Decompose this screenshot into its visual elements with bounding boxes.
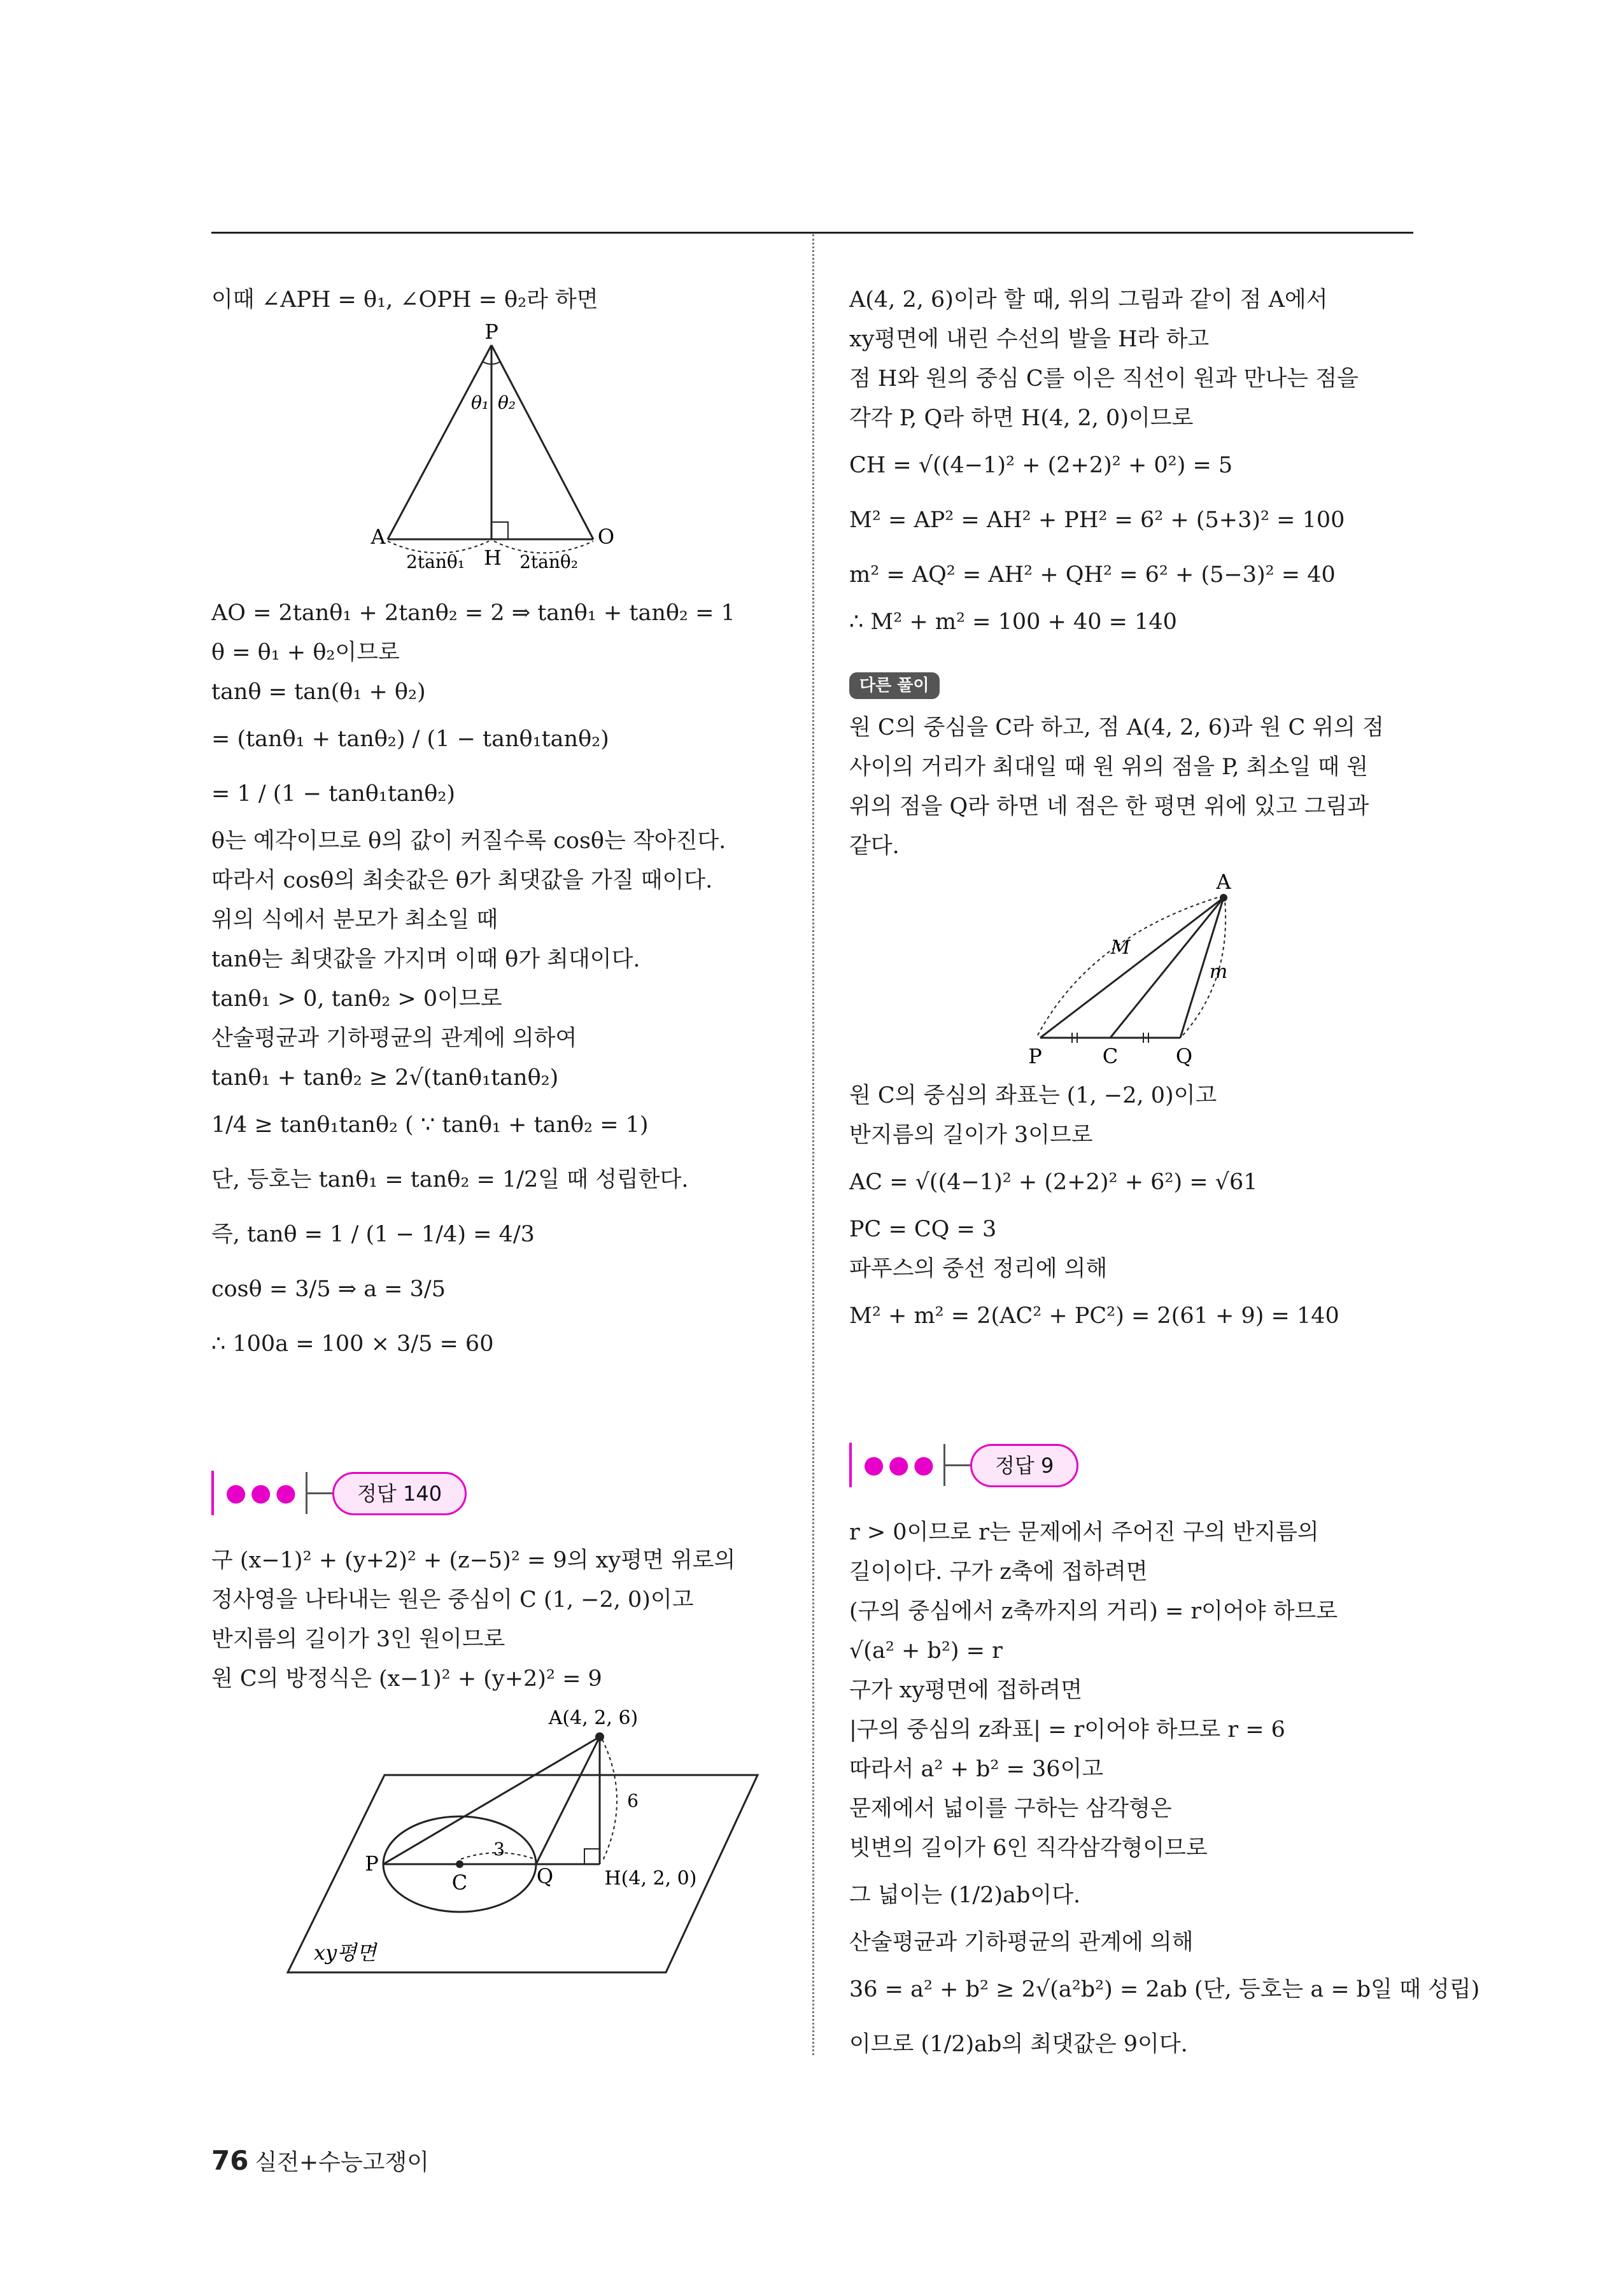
text-line: PC = CQ = 3 [849, 1217, 997, 1242]
book-title: 실전+수능고쟁이 [255, 2149, 430, 2175]
left-column [211, 280, 784, 1991]
text-line: 길이이다. 구가 z축에 접하려면 [849, 1559, 1148, 1585]
radius-label: 3 [493, 1839, 505, 1860]
text-line: cosθ = 3/5 ⇒ a = 3/5 [211, 1277, 446, 1302]
point-label-h: H [484, 546, 502, 570]
point-label-a: A(4, 2, 6) [548, 1707, 639, 1729]
text-line: 즉, tanθ = 1 / (1 − 1/4) = 4/3 [211, 1222, 535, 1247]
text-line: r > 0이므로 r는 문제에서 주어진 구의 반지름의 [849, 1520, 1319, 1545]
text-line: 원 C의 방정식은 (x−1)² + (y+2)² = 9 [211, 1666, 602, 1692]
text-line: M² = AP² = AH² + PH² = 6² + (5+3)² = 100 [849, 507, 1345, 533]
text-line: m² = AQ² = AH² + QH² = 6² + (5−3)² = 40 [849, 562, 1336, 588]
text-line: 정사영을 나타내는 원은 중심이 C (1, −2, 0)이고 [211, 1587, 694, 1613]
segment-label-right: 2tanθ₂ [519, 551, 578, 572]
text-line: ∴ 100a = 100 × 3/5 = 60 [211, 1331, 494, 1357]
text-line: CH = √((4−1)² + (2+2)² + 0²) = 5 [849, 453, 1233, 478]
text-line: 그 넓이는 (1/2)ab이다. [849, 1883, 1081, 1908]
text-line: 산술평균과 기하평균의 관계에 의하여 [211, 1026, 577, 1051]
right-column [849, 280, 1480, 2072]
text-line: 각각 P, Q라 하면 H(4, 2, 0)이므로 [849, 406, 1194, 431]
text-line: 점 H와 원의 중심 C를 이은 직선이 원과 만나는 점을 [849, 366, 1359, 392]
text-line: 위의 점을 Q라 하면 네 점은 한 평면 위에 있고 그림과 [849, 794, 1369, 819]
point-label-c: C [1102, 1044, 1119, 1068]
text-line: 문제에서 넓이를 구하는 삼각형은 [849, 1796, 1172, 1822]
text-line: 위의 식에서 분모가 최소일 때 [211, 907, 498, 933]
text-line: 구 (x−1)² + (y+2)² + (z−5)² = 9의 xy평면 위로의 [211, 1548, 736, 1573]
answer-accent-bar [849, 1443, 852, 1487]
text-line: θ는 예각이므로 θ의 값이 커질수록 cosθ는 작아진다. [211, 828, 726, 854]
text-line: 산술평균과 기하평균의 관계에 의해 [849, 1930, 1194, 1955]
triangle-figure [211, 320, 784, 593]
text-line: AO = 2tanθ₁ + 2tanθ₂ = 2 ⇒ tanθ₁ + tanθ₂ = 1 [211, 600, 735, 626]
point-label-q: Q [1175, 1044, 1193, 1068]
text-line: (구의 중심에서 z축까지의 거리) = r이어야 하므로 [849, 1599, 1338, 1624]
point-label-p: P [1028, 1044, 1042, 1068]
height-label: 6 [627, 1790, 639, 1811]
plane-label: xy평면 [314, 1941, 376, 1965]
point-label-a: A [1216, 870, 1231, 894]
text-line: ∴ M² + m² = 100 + 40 = 140 [849, 609, 1177, 635]
answer-accent-bar [211, 1471, 214, 1515]
angle-label-theta1: θ₁ [470, 392, 490, 413]
segment-label-left: 2tanθ₁ [406, 551, 465, 572]
header-rule [211, 232, 1413, 234]
angle-label-theta2: θ₂ [497, 392, 516, 413]
text-line: 구가 xy평면에 접하려면 [849, 1678, 1083, 1703]
answer-badge: 정답 9 [970, 1444, 1078, 1487]
point-label-o: O [597, 525, 615, 549]
point-label-p: P [484, 320, 498, 344]
page-footer [211, 2144, 429, 2177]
text-line: xy평면에 내린 수선의 발을 H라 하고 [849, 327, 1210, 352]
sphere-projection-figure [211, 1699, 784, 1991]
text-line: 빗변의 길이가 6인 직각삼각형이므로 [849, 1836, 1208, 1861]
text-line: 이므로 (1/2)ab의 최댓값은 9이다. [849, 2032, 1188, 2057]
dots-icon: ●●● [863, 1450, 938, 1478]
column-divider [812, 234, 814, 2055]
text-line: 이때 ∠APH = θ₁, ∠OPH = θ₂라 하면 [211, 287, 598, 313]
text-line: tanθ₁ + tanθ₂ ≥ 2√(tanθ₁tanθ₂) [211, 1065, 559, 1091]
text-line: = (tanθ₁ + tanθ₂) / (1 − tanθ₁tanθ₂) [211, 726, 609, 752]
answer-badge: 정답 140 [332, 1472, 467, 1515]
point-label-q: Q [536, 1864, 554, 1888]
segment-label-m-lower: m [1209, 961, 1228, 983]
text-line: θ = θ₁ + θ₂이므로 [211, 640, 400, 665]
text-line: 반지름의 길이가 3인 원이므로 [211, 1627, 505, 1652]
median-figure [849, 866, 1422, 1076]
text-line: 따라서 a² + b² = 36이고 [849, 1757, 1104, 1782]
point-label-c: C [451, 1871, 468, 1895]
text-line: 단, 등호는 tanθ₁ = tanθ₂ = 1/2일 때 성립한다. [211, 1167, 689, 1192]
page-number: 76 [211, 2145, 249, 2176]
text-line: 반지름의 길이가 3이므로 [849, 1122, 1093, 1148]
text-line: A(4, 2, 6)이라 할 때, 위의 그림과 같이 점 A에서 [849, 287, 1328, 313]
text-line: 36 = a² + b² ≥ 2√(a²b²) = 2ab (단, 등호는 a = b일 때 성립) [849, 1977, 1480, 2002]
text-line: 사이의 거리가 최대일 때 원 위의 점을 P, 최소일 때 원 [849, 754, 1369, 780]
text-line: 파푸스의 중선 정리에 의해 [849, 1256, 1108, 1282]
text-line: AC = √((4−1)² + (2+2)² + 6²) = √61 [849, 1170, 1258, 1195]
point-label-a: A [371, 525, 386, 549]
point-label-h: H(4, 2, 0) [604, 1867, 697, 1890]
answer-header [211, 1467, 784, 1524]
text-line: tanθ = tan(θ₁ + θ₂) [211, 679, 426, 705]
segment-label-m-upper: M [1110, 937, 1131, 959]
text-line: tanθ₁ > 0, tanθ₂ > 0이므로 [211, 986, 502, 1012]
text-line: 원 C의 중심의 좌표는 (1, −2, 0)이고 [849, 1083, 1217, 1108]
text-line: |구의 중심의 z좌표| = r이어야 하므로 r = 6 [849, 1717, 1285, 1743]
text-line: = 1 / (1 − tanθ₁tanθ₂) [211, 781, 456, 807]
dots-icon: ●●● [225, 1478, 300, 1506]
text-line: M² + m² = 2(AC² + PC²) = 2(61 + 9) = 140 [849, 1303, 1339, 1329]
text-line: √(a² + b²) = r [849, 1638, 1003, 1664]
point-label-p: P [365, 1851, 379, 1876]
text-line: 원 C의 중심을 C라 하고, 점 A(4, 2, 6)과 원 C 위의 점 [849, 715, 1384, 740]
answer-header [849, 1439, 1422, 1496]
text-line: tanθ는 최댓값을 가지며 이때 θ가 최대이다. [211, 947, 640, 972]
text-line: 1/4 ≥ tanθ₁tanθ₂ ( ∵ tanθ₁ + tanθ₂ = 1) [211, 1112, 649, 1138]
text-line: 같다. [849, 833, 900, 859]
alt-solution-badge: 다른 풀이 [849, 672, 940, 699]
text-line: 따라서 cosθ의 최솟값은 θ가 최댓값을 가질 때이다. [211, 868, 713, 893]
